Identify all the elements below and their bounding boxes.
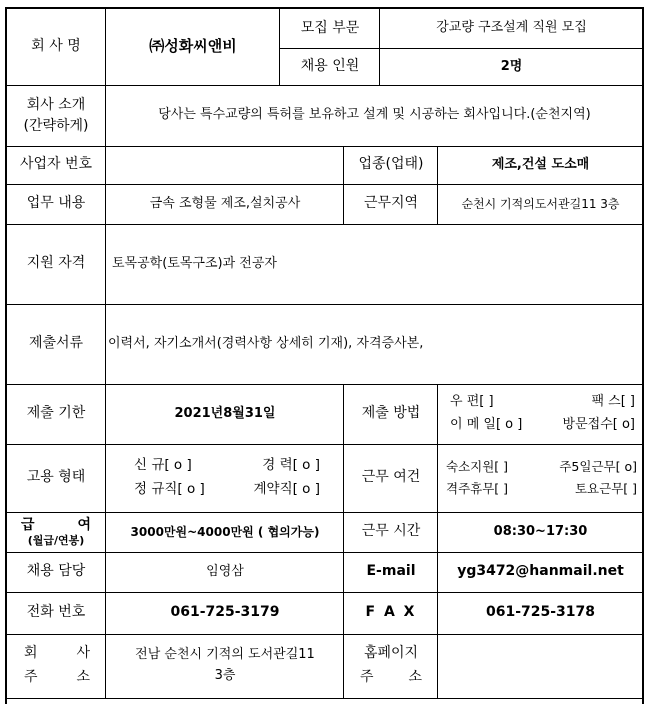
condition-saturday-option: 토요근무[ ] <box>574 481 637 496</box>
employment-new-option: 신 규[ o ] <box>134 457 192 474</box>
work-area-value: 순천시 기적의도서관길11 3층 <box>461 196 620 211</box>
address-value <box>106 634 344 698</box>
headcount-label: 채용 인원 <box>300 58 360 75</box>
salary-value: 3000만원~4000만원 ( 협의가능) <box>130 524 320 539</box>
vline <box>379 7 380 85</box>
vline <box>343 146 344 224</box>
work-hours-value: 08:30~17:30 <box>493 523 588 539</box>
documents-label: 제출서류 <box>28 335 84 352</box>
company-name-value: ㈜성화씨앤비 <box>149 36 237 55</box>
business-value: 금속 조형물 제조,설치공사 <box>149 195 301 211</box>
condition-five-day-option: 주5일근무[ o] <box>559 459 637 475</box>
border-left <box>5 7 7 704</box>
hline <box>5 444 644 445</box>
documents-value: 이력서, 자기소개서(경력사항 상세히 기재), 자격증사본, <box>108 335 424 351</box>
contact-person-label: 채용 담당 <box>26 563 86 580</box>
qualification-label: 지원 자격 <box>26 255 86 272</box>
hline <box>280 48 643 49</box>
vline <box>437 384 438 698</box>
hline <box>5 184 644 185</box>
vline <box>437 146 438 224</box>
employment-type-value <box>106 444 344 512</box>
deadline-label: 제출 기한 <box>26 405 86 422</box>
submit-fax-option: 팩 스[ ] <box>591 394 635 410</box>
address-label-char1: 회 <box>24 645 38 662</box>
business-label: 업무 내용 <box>26 195 86 212</box>
hline <box>5 592 644 593</box>
hline <box>5 384 644 385</box>
hline <box>5 552 644 553</box>
address-line2: 3층 <box>214 668 236 683</box>
fax-label: F A X <box>365 604 417 621</box>
intro-label-line2: (간략하게) <box>23 117 89 134</box>
biz-number-label: 사업자 번호 <box>19 156 93 173</box>
contact-person-value: 임영삼 <box>206 563 244 579</box>
recruit-dept-value: 강교량 구조설계 직원 모집 <box>436 20 587 36</box>
salary-label-char2: 여 <box>77 516 91 533</box>
submit-email-option: 이 메 일[ o ] <box>450 417 523 432</box>
headcount-value: 2명 <box>500 58 523 74</box>
deadline-value: 2021년8월31일 <box>174 405 276 421</box>
homepage-value <box>438 634 643 698</box>
industry-value: 제조,건설 도소매 <box>491 156 590 172</box>
work-hours-label: 근무 시간 <box>361 523 421 540</box>
recruit-dept-label: 모집 부문 <box>300 19 360 36</box>
submit-method-value <box>438 384 643 444</box>
employment-career-option: 경 력[ o ] <box>262 457 320 474</box>
address-label-char4: 소 <box>76 669 90 685</box>
submit-visit-option: 방문접수[ o] <box>562 417 635 432</box>
condition-dorm-option: 숙소지원[ ] <box>446 459 509 475</box>
address-label-char3: 주 <box>24 669 38 685</box>
submit-post-option: 우 편[ ] <box>450 394 494 410</box>
qualification-value: 토목공학(토목구조)과 전공자 <box>112 255 277 271</box>
employment-contract-option: 계약직[ o ] <box>253 481 320 497</box>
homepage-label-line1: 홈페이지 <box>363 645 419 662</box>
address-label-char2: 사 <box>76 645 90 662</box>
work-area-label: 근무지역 <box>363 195 419 212</box>
conditions-label: 근무 여건 <box>361 469 421 486</box>
hline <box>5 512 644 513</box>
employment-type-label: 고용 형태 <box>26 469 86 486</box>
company-name-label: 회 사 명 <box>31 37 81 54</box>
phone-label: 전화 번호 <box>26 604 86 621</box>
hline <box>5 698 644 699</box>
border-top <box>5 7 644 9</box>
hline <box>5 85 644 86</box>
intro-label-line1: 회사 소개 <box>26 97 86 114</box>
hline <box>5 304 644 305</box>
intro-value: 당사는 특수교량의 특허를 보유하고 설계 및 시공하는 회사입니다.(순천지역) <box>158 107 591 123</box>
email-value[interactable]: yg3472@hanmail.net <box>457 563 624 580</box>
hline <box>5 634 644 635</box>
phone-value: 061-725-3179 <box>170 604 280 621</box>
vline <box>105 7 106 146</box>
address-label <box>6 634 106 698</box>
email-label: E-mail <box>366 563 416 580</box>
hline <box>5 224 644 225</box>
homepage-label-char1: 주 <box>360 669 374 685</box>
address-line1: 전남 순천시 기적의 도서관길11 <box>135 647 315 663</box>
vline <box>343 384 344 698</box>
salary-label-char1: 급 <box>21 516 35 533</box>
homepage-label-char2: 소 <box>408 669 422 685</box>
industry-label: 업종(업태) <box>358 156 424 173</box>
condition-alt-holiday-option: 격주휴무[ ] <box>446 481 509 496</box>
salary-label <box>6 512 106 552</box>
fax-value: 061-725-3178 <box>485 604 596 621</box>
conditions-value <box>438 444 643 512</box>
homepage-label <box>344 634 438 698</box>
border-right <box>642 7 644 704</box>
biz-number-value <box>106 146 344 184</box>
salary-label-sub: (월급/연봉) <box>27 534 85 548</box>
employment-regular-option: 정 규직[ o ] <box>134 481 205 497</box>
vline <box>279 7 280 85</box>
hline <box>5 146 644 147</box>
intro-label <box>6 85 106 146</box>
vline <box>105 146 106 698</box>
submit-method-label: 제출 방법 <box>361 405 421 422</box>
